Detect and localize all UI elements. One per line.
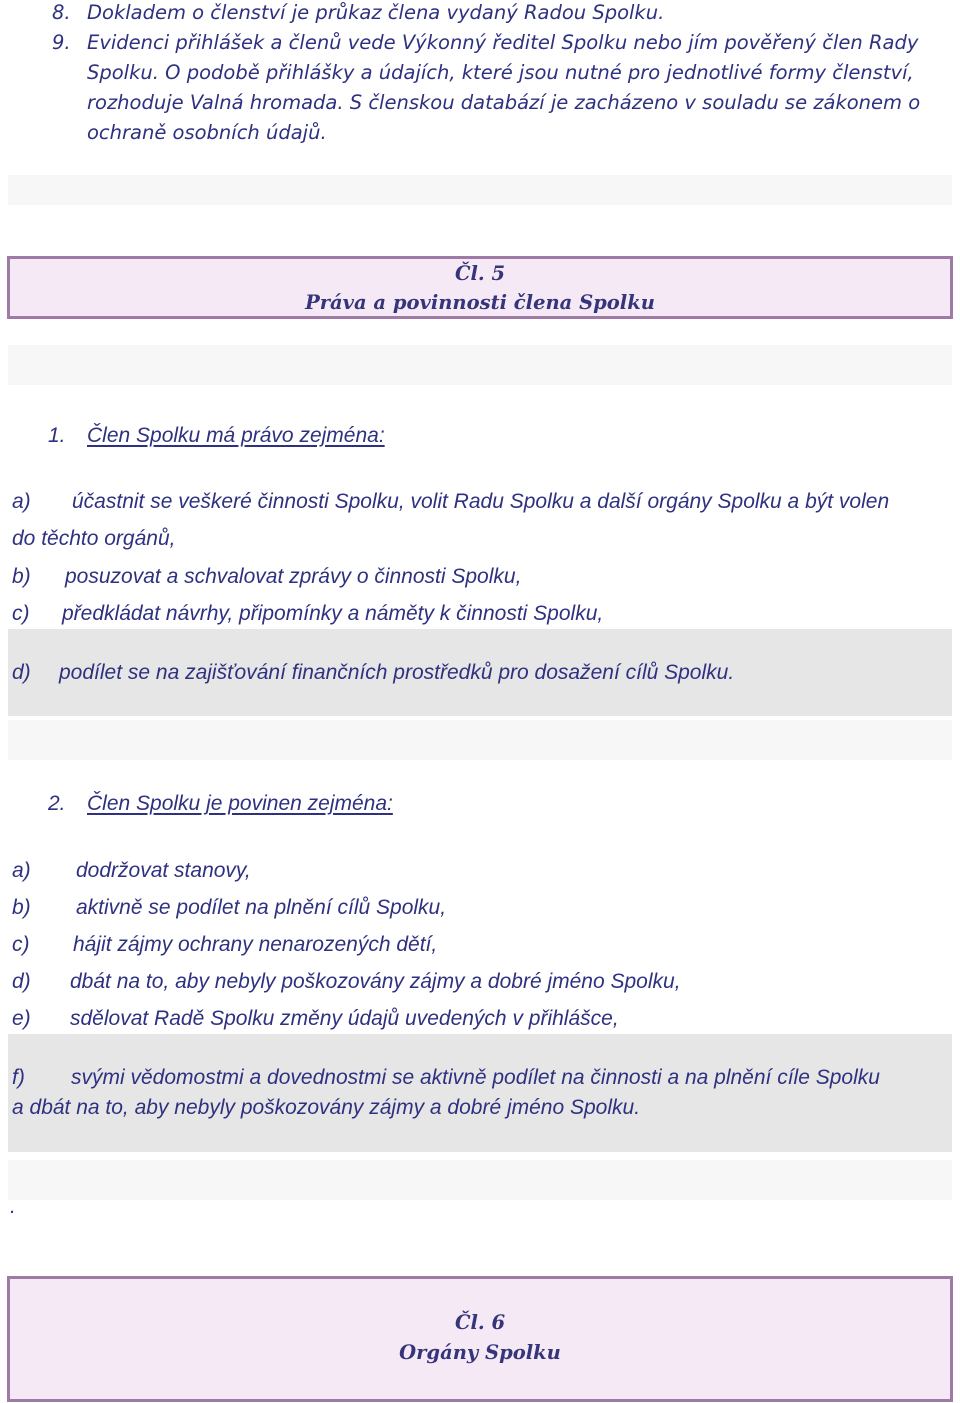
item-text: podílet se na zajišťování finančních prostředků pro dosažení cílů Spolku. [59,661,735,684]
item-label: b) [12,565,31,588]
list-item-text: rozhoduje Valná hromada. S členskou databází je zacházeno v souladu se zákonem o [87,91,921,114]
section-heading: Člen Spolku je povinen zejména: [87,792,393,815]
list-item-text: Dokladem o členství je průkaz člena vydaný Radou Spolku. [87,1,665,24]
item-label: b) [12,896,31,919]
stray-dot: . [10,1195,16,1218]
item-text: dodržovat stanovy, [76,859,251,882]
article-title: Orgány Spolku [399,1341,561,1364]
item-label: e) [12,1007,31,1030]
item-label: a) [12,490,31,513]
background-band [8,345,952,385]
item-text: hájit zájmy ochrany nenarozených dětí, [73,933,438,956]
item-text: účastnit se veškeré činnosti Spolku, volit Radu Spolku a další orgány Spolku a být volen [72,490,890,513]
item-text: dbát na to, aby nebyly poškozovány zájmy a dobré jméno Spolku, [70,970,681,993]
item-label: d) [12,970,31,993]
item-text: svými vědomostmi a dovednostmi se aktivně podílet na činnosti a na plnění cíle Spolku [71,1066,880,1089]
section-number: 1. [48,424,66,447]
item-label: f) [12,1066,25,1089]
section-heading: Člen Spolku má právo zejména: [87,424,385,447]
item-text-continued: do těchto orgánů, [12,527,176,550]
item-text: sdělovat Radě Spolku změny údajů uvedených v přihlášce, [70,1007,619,1030]
list-number: 9. [52,31,71,54]
item-text: aktivně se podílet na plnění cílů Spolku, [76,896,447,919]
list-item-text: ochraně osobních údajů. [87,121,327,144]
background-band [8,1160,952,1200]
background-band [8,175,952,205]
section-number: 2. [48,792,66,815]
item-label: a) [12,859,31,882]
item-text: posuzovat a schvalovat zprávy o činnosti Spolku, [65,565,522,588]
item-label: c) [12,602,30,625]
item-text: předkládat návrhy, připomínky a náměty k činnosti Spolku, [62,602,604,625]
background-band [8,720,952,760]
article-number: Čl. 6 [454,1311,506,1334]
item-text-continued: a dbát na to, aby nebyly poškozovány zájmy a dobré jméno Spolku. [12,1096,641,1119]
item-label: c) [12,933,30,956]
list-number: 8. [52,1,71,24]
article-heading-box [7,1276,953,1402]
item-label: d) [12,661,31,684]
highlighted-item-band [8,1034,952,1152]
list-item-text: Evidenci přihlášek a členů vede Výkonný ředitel Spolku nebo jím pověřený člen Rady [87,31,919,54]
list-item-text: Spolku. O podobě přihlášky a údajích, které jsou nutné pro jednotlivé formy členství, [87,61,914,84]
article-number: Čl. 5 [454,262,506,285]
article-title: Práva a povinnosti člena Spolku [305,291,655,314]
article-heading-box [7,256,953,319]
